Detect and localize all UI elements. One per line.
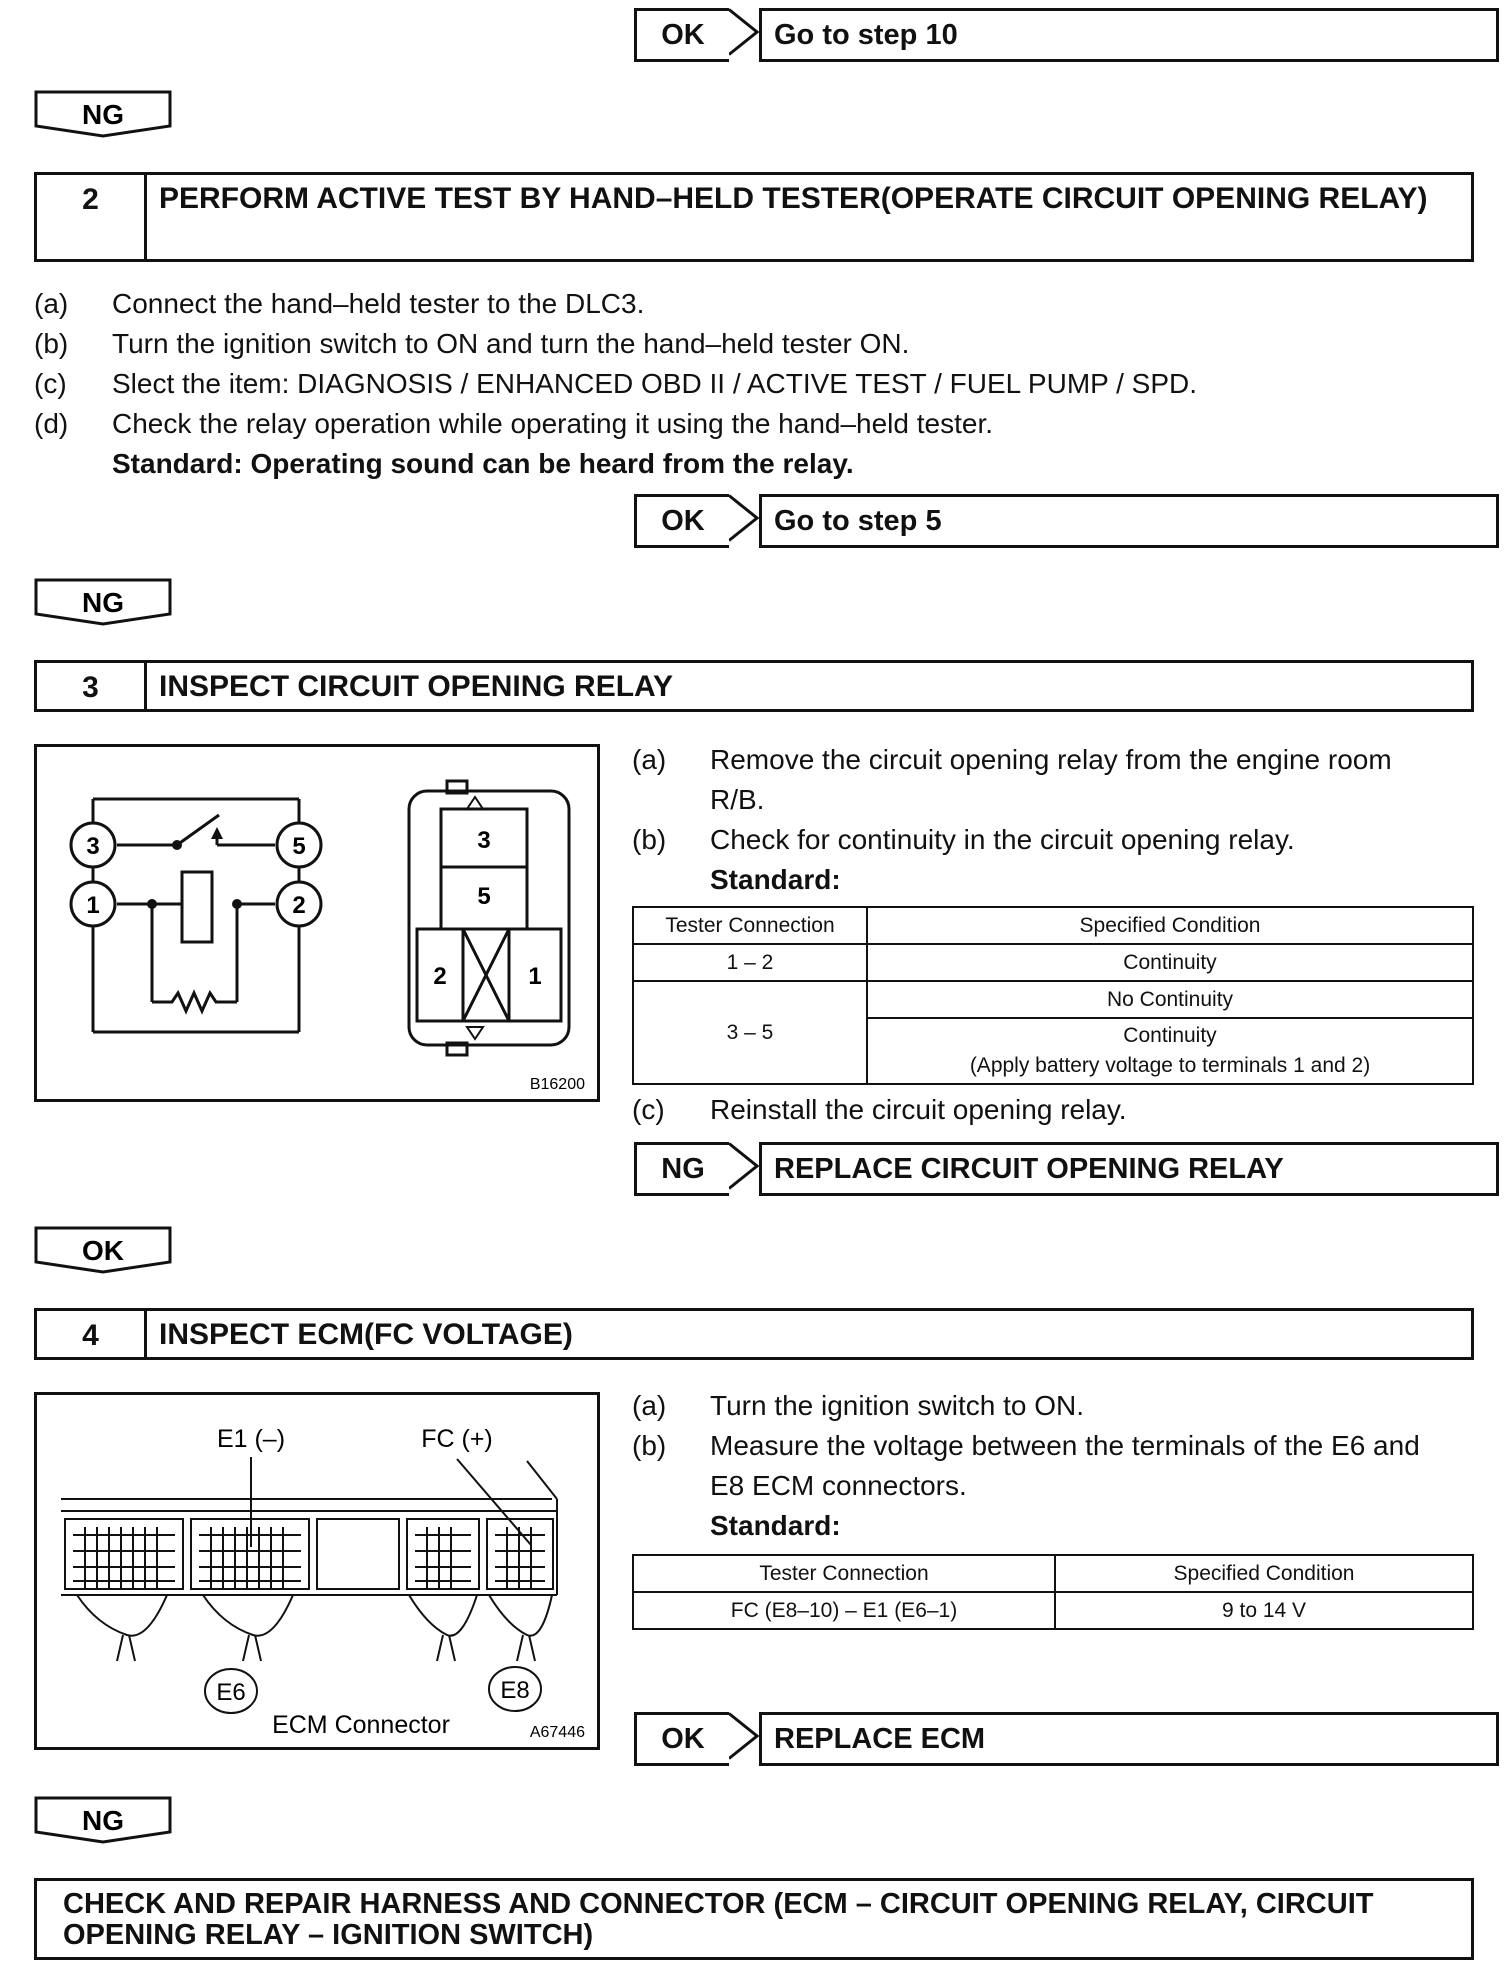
step-number: 4 xyxy=(37,1311,147,1357)
step-3-header xyxy=(34,660,1474,712)
table-header: Specified Condition xyxy=(1055,1555,1473,1592)
step-number: 2 xyxy=(37,175,147,259)
final-action-box xyxy=(34,1878,1474,1960)
figure-id: A67446 xyxy=(529,1724,585,1741)
step-number: 3 xyxy=(37,663,147,709)
final-action-text: CHECK AND REPAIR HARNESS AND CONNECTOR (ECM – CIRCUIT OPENING RELAY, CIRCUIT OPENING RELAY – IGNITION SWITCH) xyxy=(63,1888,1374,1951)
table-header: Specified Condition xyxy=(867,907,1473,944)
ng-label: NG xyxy=(82,99,124,130)
ng-label: NG xyxy=(82,587,124,618)
condition-line: Continuity xyxy=(1123,1024,1217,1047)
terminal-2: 2 xyxy=(292,892,306,919)
connector-cell-2: 2 xyxy=(433,963,447,990)
arrow-right-icon xyxy=(729,8,759,56)
step-4-header xyxy=(34,1308,1474,1360)
result-ok-replace-ecm xyxy=(634,1712,1499,1766)
ng-down-tab xyxy=(34,1796,172,1844)
table-header: Tester Connection xyxy=(633,907,867,944)
instruction-a: (a) Connect the hand–held tester to the DLC3. xyxy=(34,288,645,319)
step-2-instructions xyxy=(34,284,1474,484)
arrow-right-icon xyxy=(729,1712,759,1760)
result-target[interactable]: Go to step 5 xyxy=(759,494,1499,548)
instruction-b: (b) Check for continuity in the circuit opening relay. xyxy=(632,824,1295,855)
result-tag: NG xyxy=(634,1142,729,1196)
result-tag: OK xyxy=(634,494,729,548)
result-ok-step5 xyxy=(634,494,1499,548)
relay-circuit-svg xyxy=(37,747,597,1099)
instruction-b: (b) Turn the ignition switch to ON and turn the hand–held tester ON. xyxy=(34,328,910,359)
connector-cell-1: 1 xyxy=(528,963,542,990)
terminal-1: 1 xyxy=(86,892,100,919)
table-cell: 1 – 2 xyxy=(633,944,867,981)
arrow-right-icon xyxy=(729,494,759,542)
relay-diagram xyxy=(34,744,600,1102)
instruction-a: (a) Remove the circuit opening relay from the engine room xyxy=(632,744,1392,775)
connector-cell-5: 5 xyxy=(477,883,491,910)
result-ng-replace-relay xyxy=(634,1142,1499,1196)
terminal-3: 3 xyxy=(86,833,100,860)
ecm-connector-svg xyxy=(37,1395,597,1747)
step-title: INSPECT ECM(FC VOLTAGE) xyxy=(159,1318,573,1351)
step-4-spec-table xyxy=(632,1554,1474,1630)
standard-label: Standard: xyxy=(710,1510,841,1541)
result-target[interactable]: Go to step 10 xyxy=(759,8,1499,62)
instruction-c: (c) Slect the item: DIAGNOSIS / ENHANCED OBD II / ACTIVE TEST / FUEL PUMP / SPD. xyxy=(34,368,1198,399)
step-2-header xyxy=(34,172,1474,262)
label-fc: FC (+) xyxy=(421,1425,493,1453)
connector-cell-3: 3 xyxy=(477,827,491,854)
terminal-5: 5 xyxy=(292,833,306,860)
figure-caption: ECM Connector xyxy=(272,1711,450,1739)
instruction-b: (b) Measure the voltage between the terminals of the E6 and xyxy=(632,1430,1420,1461)
result-ok-step10 xyxy=(634,8,1499,62)
step-3-instructions xyxy=(632,740,1474,900)
table-header: Tester Connection xyxy=(633,1555,1055,1592)
table-cell xyxy=(867,1018,1473,1084)
label-e6: E6 xyxy=(216,1679,246,1706)
ng-label: NG xyxy=(82,1805,124,1836)
step-title: INSPECT CIRCUIT OPENING RELAY xyxy=(159,670,673,703)
arrow-right-icon xyxy=(729,1142,759,1190)
result-tag: OK xyxy=(634,8,729,62)
ok-down-tab xyxy=(34,1226,172,1274)
instruction-a: (a) Turn the ignition switch to ON. xyxy=(632,1390,1085,1421)
table-cell: Continuity xyxy=(867,944,1473,981)
instruction-d: (d) Check the relay operation while operating it using the hand–held tester. xyxy=(34,408,994,439)
step-4-instructions xyxy=(632,1386,1474,1546)
ng-down-tab xyxy=(34,90,172,138)
condition-line: (Apply battery voltage to terminals 1 and 2) xyxy=(969,1054,1371,1077)
result-target[interactable]: REPLACE CIRCUIT OPENING RELAY xyxy=(759,1142,1499,1196)
step-title: PERFORM ACTIVE TEST BY HAND–HELD TESTER(OPERATE CIRCUIT OPENING RELAY) xyxy=(159,182,1428,215)
label-e8: E8 xyxy=(500,1677,530,1704)
table-cell: No Continuity xyxy=(867,981,1473,1018)
result-target[interactable]: REPLACE ECM xyxy=(759,1712,1499,1766)
result-tag: OK xyxy=(634,1712,729,1766)
table-cell: FC (E8–10) – E1 (E6–1) xyxy=(633,1592,1055,1629)
figure-id: B16200 xyxy=(529,1076,585,1093)
instruction-a-cont: R/B. xyxy=(710,784,765,815)
instruction-b-cont: E8 ECM connectors. xyxy=(710,1470,967,1501)
standard-label: Standard: xyxy=(710,864,841,895)
step-3-spec-table xyxy=(632,906,1474,1085)
ok-label: OK xyxy=(82,1235,124,1266)
instruction-c: (c) Reinstall the circuit opening relay. xyxy=(632,1094,1127,1125)
standard-text: Standard: Operating sound can be heard from the relay. xyxy=(112,448,854,479)
label-e1: E1 (–) xyxy=(216,1425,286,1453)
table-cell: 9 to 14 V xyxy=(1055,1592,1473,1629)
ecm-connector-diagram xyxy=(34,1392,600,1750)
ng-down-tab xyxy=(34,578,172,626)
table-cell: 3 – 5 xyxy=(633,981,867,1084)
